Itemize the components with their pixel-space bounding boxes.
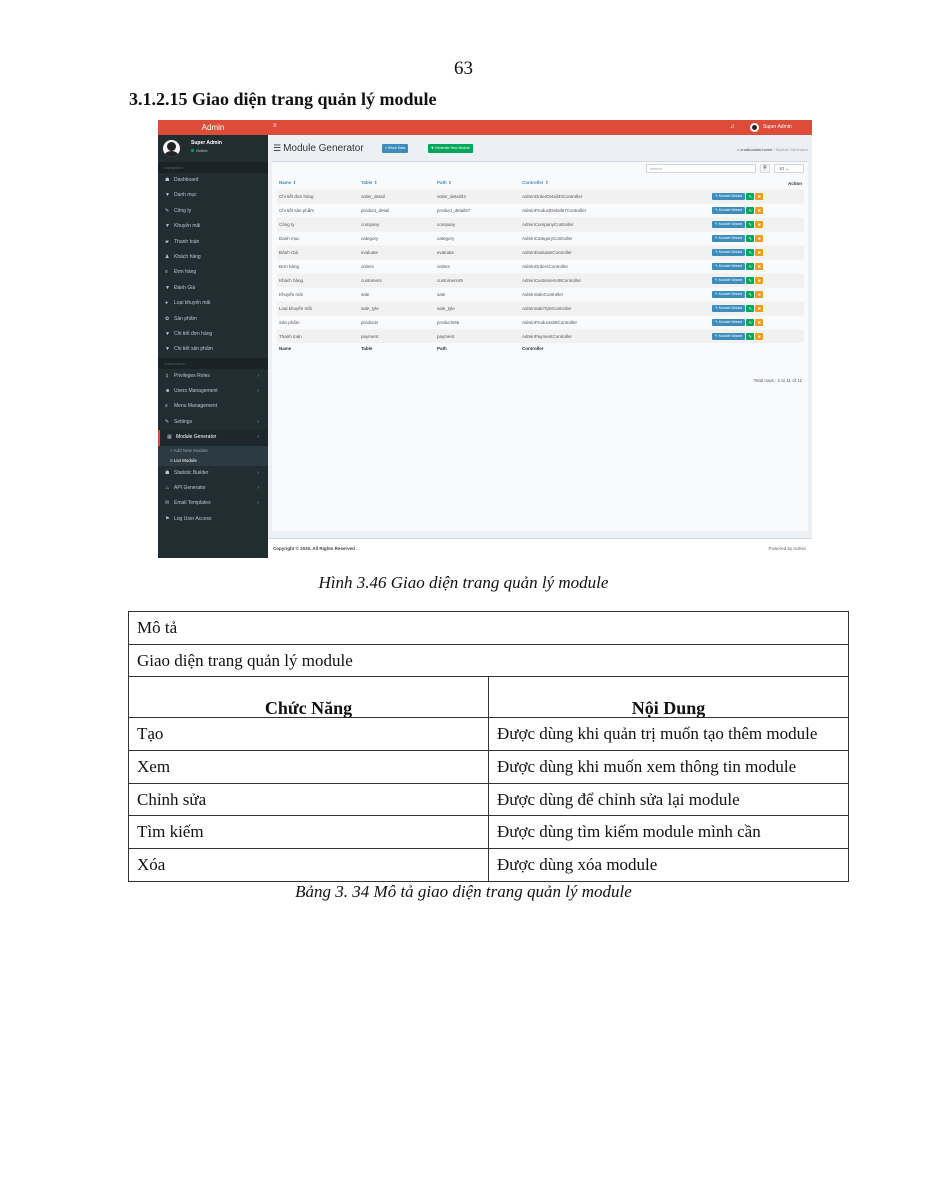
sidebar-item-menu-management[interactable] <box>158 399 268 414</box>
sidebar-header-navigation: Navigation <box>158 162 268 173</box>
edit-button[interactable]: ✎ <box>746 207 754 214</box>
sidebar-admin-list-2 <box>158 466 268 528</box>
module-controller: AdminCategoryController <box>520 231 710 245</box>
table-row <box>277 315 804 329</box>
sidebar-item-sản-phẩm[interactable] <box>158 312 268 327</box>
footer-col-name: Name <box>279 346 292 351</box>
filter-icon: ▼ <box>165 223 170 230</box>
module-name: Đơn hàng <box>277 259 359 273</box>
th-icon: ▦ <box>167 434 172 441</box>
table-row <box>277 287 804 301</box>
module-table: order_detail <box>359 189 435 203</box>
chevron-right-icon: › <box>257 372 259 379</box>
table-row <box>277 203 804 217</box>
sidebar-item-label: Dashboard <box>174 177 199 183</box>
table-row <box>277 231 804 245</box>
module-name: Chi tiết đơn hàng <box>277 189 359 203</box>
footer-col-action <box>710 343 804 354</box>
table-row <box>277 301 804 315</box>
module-wizard-button[interactable]: ✎ Module Wizard <box>712 207 745 214</box>
credit-card-icon: ▰ <box>165 238 169 245</box>
module-wizard-button[interactable]: ✎ Module Wizard <box>712 319 745 326</box>
edit-button[interactable]: ✎ <box>746 319 754 326</box>
sidebar-item-dashboard[interactable] <box>158 173 268 188</box>
footer-col-path: Path <box>437 346 447 351</box>
users-icon: ♟ <box>165 253 170 260</box>
module-table-body <box>277 189 804 343</box>
module-path: evaluate <box>435 245 520 259</box>
generate-new-module-button[interactable]: ✚ Generate New Module <box>428 144 473 153</box>
module-wizard-button[interactable]: ✎ Module Wizard <box>712 249 745 256</box>
module-name: Thanh toán <box>277 329 359 343</box>
page-title-text: Module Generator <box>283 143 364 154</box>
delete-button[interactable]: ✖ <box>755 207 763 214</box>
top-navbar <box>268 120 812 135</box>
table-row <box>277 245 804 259</box>
search-input[interactable]: search <box>646 164 756 173</box>
table-row <box>277 273 804 287</box>
module-wizard-button[interactable]: ✎ Module Wizard <box>712 333 745 340</box>
sidebar-item-label: Privileges Roles <box>174 372 210 379</box>
table-row <box>277 259 804 273</box>
fire-icon: ♨ <box>165 485 170 492</box>
module-table: company <box>359 217 435 231</box>
module-list-box <box>272 161 808 531</box>
content-header <box>268 135 812 161</box>
user-status-text: Online <box>196 148 208 153</box>
desc-row <box>129 849 849 882</box>
delete-button[interactable]: ✖ <box>755 249 763 256</box>
desc-text: Giao diện trang quản lý module <box>129 644 849 677</box>
sidebar-item-label: Công ty <box>174 207 192 214</box>
sidebar-item-khuyến-mãi[interactable] <box>158 219 268 234</box>
delete-button[interactable]: ✖ <box>755 263 763 270</box>
sidebar-item-label: Sản phẩm <box>174 315 197 322</box>
sidebar-item-công-ty[interactable] <box>158 204 268 219</box>
function-content: Được dùng khi muốn xem thông tin module <box>489 751 849 784</box>
chevron-right-icon: › <box>257 388 259 395</box>
sidebar-item-label: Log User Access <box>174 515 212 522</box>
delete-button[interactable]: ✖ <box>755 277 763 284</box>
users-icon: ☻ <box>165 388 171 395</box>
sidebar-item-label: Loại khuyến mãi <box>174 300 211 307</box>
function-content: Được dùng tìm kiếm module mình cần <box>489 816 849 849</box>
total-rows: Total rows : 1 to 11 of 11 <box>753 378 802 383</box>
module-controller: AdminSaleController <box>520 287 710 301</box>
filter-icon: ▼ <box>165 346 170 353</box>
edit-button[interactable]: ✎ <box>746 291 754 298</box>
sidebar-item-settings[interactable] <box>158 415 268 430</box>
module-path: category <box>435 231 520 245</box>
module-table: category <box>359 231 435 245</box>
module-controller: AdminCustomers49Controller <box>520 273 710 287</box>
topbar-avatar[interactable] <box>750 123 759 132</box>
desc-text-row <box>129 644 849 677</box>
module-path: products56 <box>435 315 520 329</box>
module-wizard-button[interactable]: ✎ Module Wizard <box>712 193 745 200</box>
module-name: Sản phẩm <box>277 315 359 329</box>
sidebar-item-khách-hàng[interactable] <box>158 250 268 265</box>
sidebar-sub-add-module[interactable]: + Add New Module <box>158 446 268 456</box>
table-row <box>277 217 804 231</box>
module-controller: AdminOrdersController <box>520 259 710 273</box>
table-header-row <box>277 178 804 189</box>
row-actions <box>710 245 804 259</box>
module-controller: AdminSaleTyleController <box>520 301 710 315</box>
module-name: Khách hàng <box>277 273 359 287</box>
sidebar-item-privileges-roles[interactable] <box>158 369 268 384</box>
sidebar-item-label: Danh mục <box>174 192 197 199</box>
desc-row <box>129 816 849 849</box>
edit-button[interactable]: ✎ <box>746 277 754 284</box>
row-actions <box>710 329 804 343</box>
module-table: customers <box>359 273 435 287</box>
filter-icon: ▼ <box>165 192 170 199</box>
show-data-button[interactable]: ≡ Show Data <box>382 144 408 153</box>
sidebar-item-label: Statistic Builder <box>174 469 209 476</box>
filter-icon: ▼ <box>165 284 170 291</box>
sidebar-admin-list <box>158 369 268 446</box>
module-name: Danh mục <box>277 231 359 245</box>
wrench-icon: ✎ <box>165 418 170 425</box>
pencil-icon: ✎ <box>165 207 170 214</box>
chevron-right-icon: › <box>257 485 259 492</box>
topbar-user-name[interactable]: Super Admin <box>763 124 792 130</box>
sidebar-item-label: Module Generator <box>176 434 217 441</box>
module-path: company <box>435 217 520 231</box>
module-table: payment <box>359 329 435 343</box>
module-path: orders <box>435 259 520 273</box>
module-controller: AdminOrderDetail33Controller <box>520 189 710 203</box>
function-name: Tìm kiếm <box>129 816 489 849</box>
column-header-name[interactable]: Name ⇕ <box>279 180 297 186</box>
desc-label-row <box>129 612 849 645</box>
row-actions <box>710 287 804 301</box>
delete-button[interactable]: ✖ <box>755 291 763 298</box>
sidebar-nav-list <box>158 173 268 358</box>
row-actions <box>710 203 804 217</box>
sidebar-item-label: Đánh Giá <box>174 284 196 291</box>
function-content: Được dùng xóa module <box>489 849 849 882</box>
function-name: Tạo <box>129 718 489 751</box>
sidebar-item-đánh-giá[interactable] <box>158 281 268 296</box>
page-number: 63 <box>454 58 473 79</box>
module-path: payment <box>435 329 520 343</box>
chevron-right-icon: › <box>257 434 259 441</box>
module-controller: AdminProductDetail57Controller <box>520 203 710 217</box>
edit-button[interactable]: ✎ <box>746 333 754 340</box>
chevron-right-icon: › <box>257 418 259 425</box>
module-path: product_detail57 <box>435 203 520 217</box>
home-icon: ⌂ <box>736 147 741 152</box>
module-generator-screenshot <box>158 120 812 558</box>
delete-button[interactable]: ✖ <box>755 221 763 228</box>
module-controller: AdminProducts56Controller <box>520 315 710 329</box>
breadcrumb-current: Module Generator <box>775 147 808 152</box>
database-icon: ☰ <box>273 143 282 153</box>
online-dot-icon <box>191 149 194 152</box>
column-header-controller[interactable]: Controller ⇕ <box>522 180 549 186</box>
module-wizard-button[interactable]: ✎ Module Wizard <box>712 221 745 228</box>
filter-icon: ▼ <box>165 330 170 337</box>
table-caption: Bảng 3. 34 Mô tả giao diện trang quản lý module <box>295 882 632 901</box>
sidebar-sub-list-module[interactable]: ≡ List Module <box>158 456 268 466</box>
function-content: Được dùng để chỉnh sửa lại module <box>489 783 849 816</box>
breadcrumb-separator: / <box>772 147 776 152</box>
edit-button[interactable]: ✎ <box>746 305 754 312</box>
sidebar-item-users-management[interactable] <box>158 384 268 399</box>
desc-body <box>129 718 849 881</box>
edit-button[interactable]: ✎ <box>746 263 754 270</box>
module-controller: AdminEvaluateController <box>520 245 710 259</box>
sidebar-item-label: Email Templates <box>174 500 211 507</box>
footer-col-table: Table <box>361 346 373 351</box>
module-name: Loại khuyến mãi <box>277 301 359 315</box>
sidebar-item-label: Menu Management <box>174 403 218 410</box>
sidebar-item-label: Settings <box>174 418 193 425</box>
module-table: products <box>359 315 435 329</box>
column-header-path[interactable]: Path ⇕ <box>437 180 452 186</box>
avatar <box>163 140 180 157</box>
module-name: Khuyến mãi <box>277 287 359 301</box>
module-name: Chi tiết sản phẩm <box>277 203 359 217</box>
function-name: Xóa <box>129 849 489 882</box>
module-table: orders <box>359 259 435 273</box>
module-wizard-button[interactable]: ✎ Module Wizard <box>712 235 745 242</box>
module-wizard-button[interactable]: ✎ Module Wizard <box>712 291 745 298</box>
module-controller: AdminCompanyController <box>520 217 710 231</box>
chevron-right-icon: › <box>257 500 259 507</box>
dashboard-icon: ☗ <box>165 469 170 476</box>
table-row <box>277 189 804 203</box>
description-table <box>128 611 849 882</box>
envelope-icon: ✉ <box>165 500 170 507</box>
desc-header-row <box>129 677 849 718</box>
header-function: Chức Năng <box>129 677 489 718</box>
sidebar <box>158 120 268 558</box>
sidebar-item-loại-khuyến-mãi[interactable] <box>158 296 268 311</box>
sidebar-item-label: Users Management <box>174 388 218 395</box>
per-page-select[interactable] <box>774 164 804 173</box>
figure-caption: Hình 3.46 Giao diện trang quản lý module <box>318 573 609 592</box>
chevron-down-icon: ⌄ <box>785 166 790 171</box>
sidebar-header-superadmin: Superadmin <box>158 358 268 369</box>
edit-button[interactable]: ✎ <box>746 193 754 200</box>
module-path: sale <box>435 287 520 301</box>
function-name: Chỉnh sửa <box>129 783 489 816</box>
table-footer-row <box>277 343 804 354</box>
module-path: customers49 <box>435 273 520 287</box>
sidebar-item-label: Đơn hàng <box>174 269 197 276</box>
module-controller: AdminPaymentController <box>520 329 710 343</box>
desc-row <box>129 751 849 784</box>
header-content: Nội Dung <box>489 677 849 718</box>
delete-button[interactable]: ✖ <box>755 235 763 242</box>
column-header-table[interactable]: Table ⇕ <box>361 180 378 186</box>
sidebar-item-module-generator[interactable] <box>158 430 268 445</box>
sidebar-item-đơn-hàng[interactable] <box>158 265 268 280</box>
module-table: sale <box>359 287 435 301</box>
edit-button[interactable]: ✎ <box>746 221 754 228</box>
delete-button[interactable]: ✖ <box>755 305 763 312</box>
row-actions <box>710 189 804 203</box>
module-name: Công ty <box>277 217 359 231</box>
module-table: product_detail <box>359 203 435 217</box>
breadcrumb-home[interactable]: crudbooster.home <box>740 147 773 152</box>
desc-row <box>129 783 849 816</box>
sidebar-item-label: Thanh toán <box>174 238 200 245</box>
desc-label: Mô tả <box>129 612 849 645</box>
key-icon: ⚷ <box>165 372 169 379</box>
sidebar-item-email-templates[interactable] <box>158 496 268 511</box>
search-icon: ⚲ <box>763 165 767 171</box>
bell-icon[interactable]: ♫ <box>730 124 735 130</box>
main-area <box>268 120 812 558</box>
sidebar-item-log-user-access[interactable] <box>158 512 268 527</box>
chevron-right-icon: › <box>257 469 259 476</box>
module-wizard-button[interactable]: ✎ Module Wizard <box>712 277 745 284</box>
section-heading: 3.1.2.15 Giao diện trang quản lý module <box>129 89 437 109</box>
sidebar-item-statistic-builder[interactable] <box>158 466 268 481</box>
module-table <box>277 178 804 354</box>
module-name: Đánh Giá <box>277 245 359 259</box>
per-page-value: 10 <box>779 166 785 171</box>
sidebar-item-label: Khuyến mãi <box>174 223 201 230</box>
module-path: order_detail33 <box>435 189 520 203</box>
module-path: sale_tyle <box>435 301 520 315</box>
sidebar-item-label: Chi tiết đơn hàng <box>174 330 213 337</box>
function-content: Được dùng khi quản trị muốn tạo thêm module <box>489 718 849 751</box>
module-wizard-button[interactable]: ✎ Module Wizard <box>712 305 745 312</box>
module-table: evaluate <box>359 245 435 259</box>
sidebar-item-label: Khách hàng <box>174 253 201 260</box>
breadcrumb <box>737 147 808 152</box>
table-row <box>277 329 804 343</box>
footer-col-controller: Controller <box>522 346 544 351</box>
gear-icon: ✿ <box>165 315 170 322</box>
function-name: Xem <box>129 751 489 784</box>
search-button[interactable] <box>760 164 770 173</box>
menu-icon: ≡ <box>165 403 168 410</box>
copyright-text: Copyright © 2020. All Rights Reserved . <box>273 546 358 551</box>
page-title <box>273 143 364 154</box>
module-table: sale_tyle <box>359 301 435 315</box>
column-header-action: Action <box>788 180 802 186</box>
row-actions <box>710 273 804 287</box>
sidebar-item-thanh-toán[interactable] <box>158 235 268 250</box>
module-wizard-button[interactable]: ✎ Module Wizard <box>712 263 745 270</box>
delete-button[interactable]: ✖ <box>755 193 763 200</box>
row-actions <box>710 217 804 231</box>
user-status <box>191 148 208 153</box>
brand-logo[interactable]: Admin <box>158 120 268 135</box>
edit-button[interactable]: ✎ <box>746 249 754 256</box>
list-icon: ≡ <box>165 269 168 276</box>
sidebar-item-chi-tiết-đơn-hàng[interactable] <box>158 327 268 342</box>
row-actions <box>710 301 804 315</box>
page-footer <box>268 538 812 558</box>
row-actions <box>710 231 804 245</box>
user-name: Super Admin <box>191 140 222 146</box>
sidebar-item-label: Chi tiết sản phẩm <box>174 346 213 353</box>
desc-row <box>129 718 849 751</box>
dashboard-icon: ☗ <box>165 177 170 183</box>
flag-icon: ⚑ <box>165 515 170 522</box>
delete-button[interactable]: ✖ <box>755 319 763 326</box>
row-actions <box>710 315 804 329</box>
hamburger-menu-icon[interactable]: ≡ <box>273 123 277 129</box>
row-actions <box>710 259 804 273</box>
sidebar-item-label: API Generator <box>174 485 206 492</box>
user-panel <box>158 135 268 162</box>
edit-button[interactable]: ✎ <box>746 235 754 242</box>
delete-button[interactable]: ✖ <box>755 333 763 340</box>
sidebar-item-danh-mục[interactable] <box>158 188 268 203</box>
sidebar-item-api-generator[interactable] <box>158 481 268 496</box>
sidebar-item-chi-tiết-sản-phẩm[interactable] <box>158 342 268 357</box>
powered-by-text: Powered by Admin <box>768 546 806 551</box>
tag-icon: ● <box>165 300 169 307</box>
